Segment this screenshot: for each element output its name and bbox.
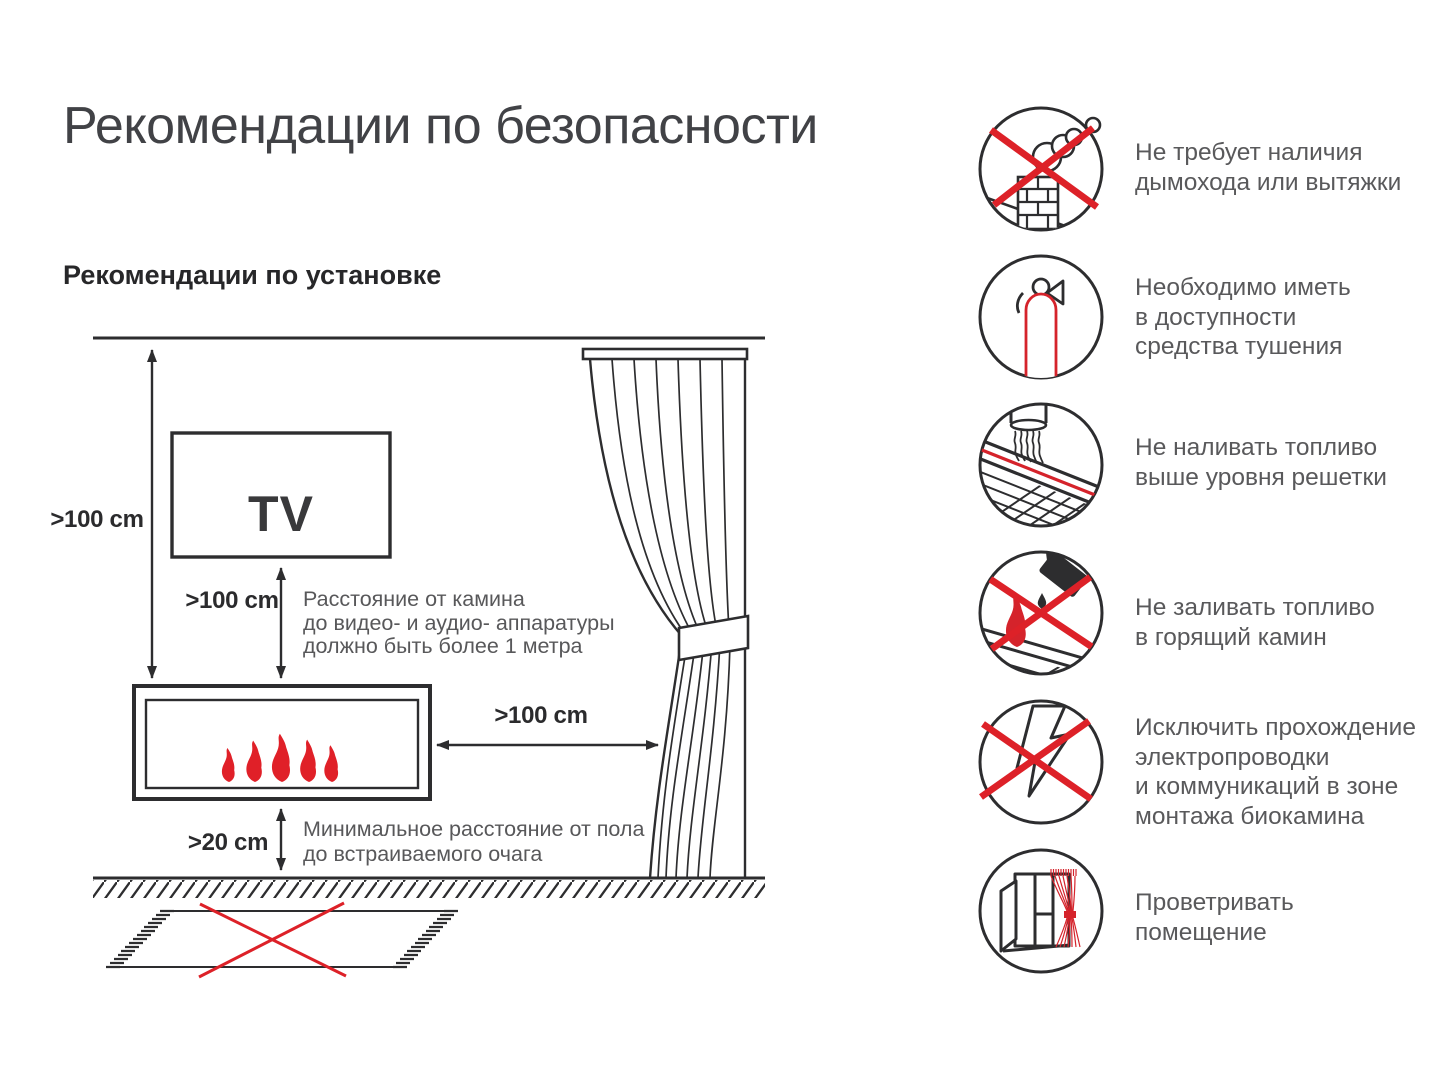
- safety-text-line: средства тушения: [1135, 333, 1343, 360]
- no-wiring-icon: [971, 692, 1111, 832]
- safety-text-line: и коммуникаций в зоне: [1135, 773, 1399, 800]
- installation-diagram: [50, 325, 890, 1015]
- safety-text-line: Проветривать: [1135, 889, 1294, 916]
- note-tv-distance: [303, 587, 615, 658]
- fireplace: [134, 686, 430, 799]
- note-floor-distance: [303, 817, 644, 866]
- svg-text:до видео- и аудио- аппаратуры: до видео- и аудио- аппаратуры: [303, 611, 615, 635]
- carpet: [106, 911, 458, 967]
- dim-label-tv: >100 cm: [185, 587, 279, 614]
- extinguisher-icon: [971, 247, 1111, 387]
- installation-section-title: Рекомендации по установке: [63, 260, 442, 290]
- dim-label-ceiling: >100 cm: [50, 506, 144, 533]
- ventilate-icon: [971, 841, 1111, 981]
- dim-label-floor: >20 cm: [187, 829, 269, 856]
- floor-hatch: [93, 880, 765, 898]
- safety-text-line: Необходимо иметь: [1135, 274, 1351, 301]
- safety-text-line: Не наливать топливо: [1135, 434, 1378, 461]
- no-overfill-icon: [971, 395, 1111, 535]
- svg-text:должно быть более 1 метра: должно быть более 1 метра: [303, 634, 583, 658]
- curtain-rod: [583, 349, 747, 359]
- safety-text-line: дымохода или вытяжки: [1135, 168, 1402, 196]
- safety-text-line: в доступности: [1135, 303, 1297, 331]
- page-title: Рекомендации по безопасности: [63, 97, 818, 155]
- dim-label-curtain: >100 cm: [494, 702, 588, 729]
- svg-text:до встраиваемого очага: до встраиваемого очага: [303, 842, 543, 866]
- svg-text:Расстояние от камина: Расстояние от камина: [303, 587, 525, 611]
- svg-text:Минимальное расстояние от пола: Минимальное расстояние от пола: [303, 817, 645, 841]
- safety-text-line: Не заливать топливо: [1135, 594, 1375, 621]
- safety-text-line: Исключить прохождение: [1135, 714, 1416, 741]
- safety-text-line: в горящий камин: [1135, 623, 1327, 651]
- safety-text-line: выше уровня решетки: [1135, 463, 1387, 491]
- tv-label: TV: [248, 486, 314, 542]
- safety-text-line: электропроводки: [1135, 743, 1330, 771]
- carpet-cross-icon: [199, 903, 346, 977]
- curtain-tie: [679, 616, 748, 660]
- no-chimney-icon: [971, 99, 1111, 239]
- no-refill-burning-icon: [971, 543, 1111, 683]
- safety-text-line: монтажа биокамина: [1135, 802, 1365, 830]
- safety-text-line: помещение: [1135, 918, 1267, 946]
- safety-text-line: Не требует наличия: [1135, 139, 1363, 166]
